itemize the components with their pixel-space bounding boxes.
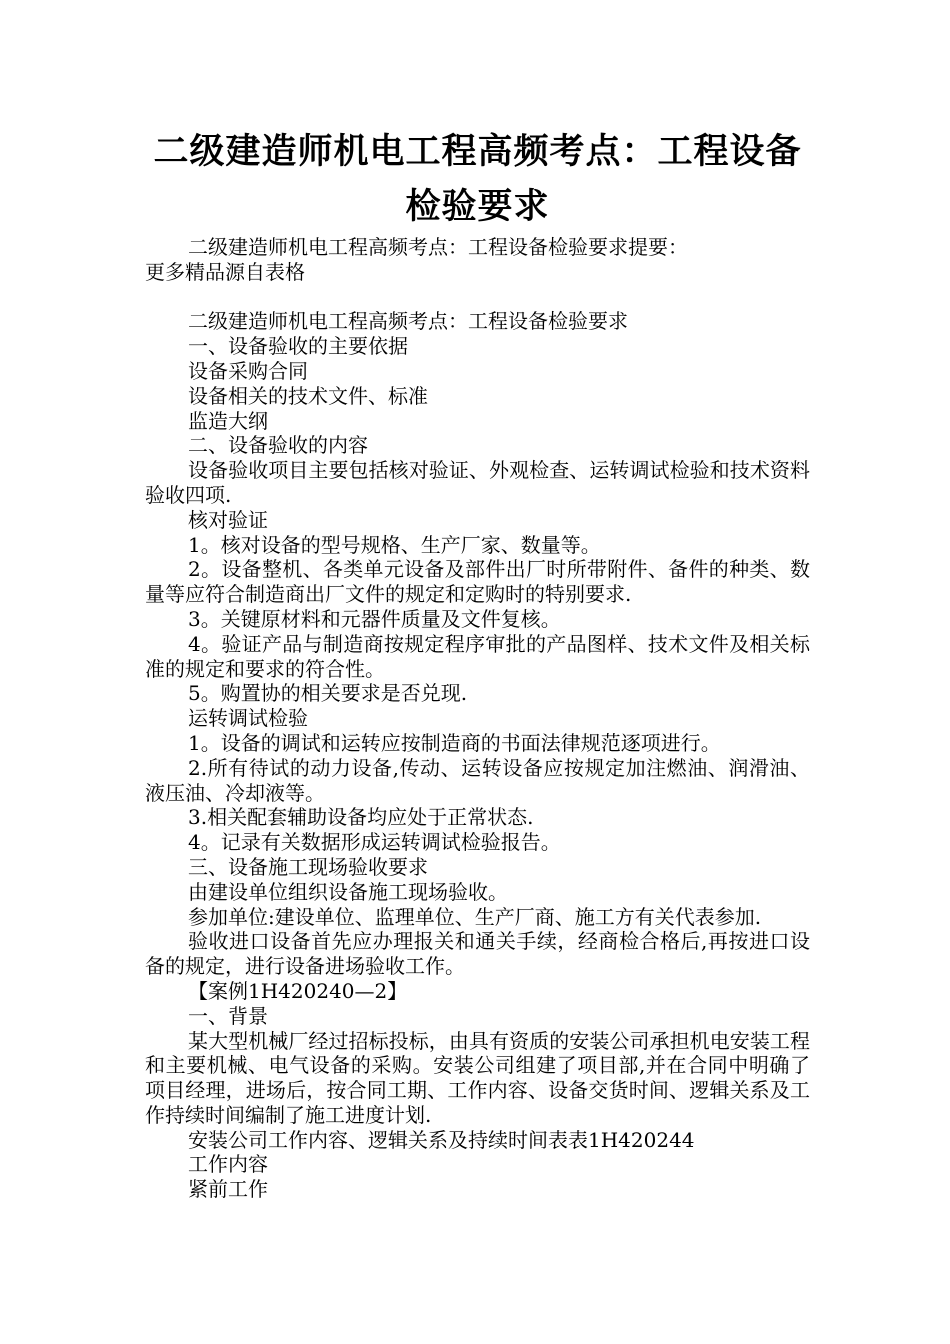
section-heading: 二、设备验收的内容 xyxy=(188,433,368,458)
document-page xyxy=(145,124,810,1202)
paragraph: 验收进口设备首先应办理报关和通关手续，经商检合格后,再按进口设备的规定，进行设备进场验收工作。 xyxy=(145,929,810,979)
list-item: 设备相关的技术文件、标准 xyxy=(188,383,428,408)
paragraph: 二级建造师机电工程高频考点：工程设备检验要求 xyxy=(188,309,628,334)
list-item: 4。验证产品与制造商按规定程序审批的产品图样、技术文件及相关标准的规定和要求的符合性。 xyxy=(145,631,810,681)
list-item: 4。记录有关数据形成运转调试检验报告。 xyxy=(188,830,561,855)
paragraph: 由建设单位组织设备施工现场验收。 xyxy=(188,879,508,904)
blank-line xyxy=(145,285,810,310)
list-item: 5。购置协的相关要求是否兑现. xyxy=(188,681,468,706)
paragraph: 参加单位:建设单位、监理单位、生产厂商、施工方有关代表参加. xyxy=(188,904,762,929)
list-item: 3。关键原材料和元器件质量及文件复核。 xyxy=(188,606,561,631)
table-caption: 安装公司工作内容、逻辑关系及持续时间表表1H420244 xyxy=(188,1127,695,1152)
paragraph: 设备验收项目主要包括核对验证、外观检查、运转调试检验和技术资料验收四项. xyxy=(145,458,810,507)
subsection-heading: 运转调试检验 xyxy=(188,706,308,731)
list-item: 1。设备的调试和运转应按制造商的书面法律规范逐项进行。 xyxy=(188,730,721,755)
list-item: 2.所有待试的动力设备,传动、运转设备应按规定加注燃油、润滑油、液压油、冷却液等。 xyxy=(145,755,810,805)
case-heading: 【案例1H420240—2】 xyxy=(188,978,408,1003)
list-item: 3.相关配套辅助设备均应处于正常状态. xyxy=(188,805,534,830)
document-body xyxy=(145,235,810,1202)
section-heading: 三、设备施工现场验收要求 xyxy=(188,854,428,879)
subsection-heading: 核对验证 xyxy=(188,507,268,532)
table-header-cell: 紧前工作 xyxy=(188,1177,268,1202)
list-item: 1。核对设备的型号规格、生产厂家、数量等。 xyxy=(188,532,601,557)
paragraph: 更多精品源自表格 xyxy=(145,259,305,284)
paragraph: 某大型机械厂经过招标投标，由具有资质的安装公司承担机电安装工程和主要机械、电气设备的采购。安装公司组建了项目部,并在合同中明确了项目经理，进场后，按合同工期、工作内容、设备交货时间、逻辑关系及工作持续时间编制了施工进度计划. xyxy=(145,1028,810,1127)
section-heading: 一、背景 xyxy=(188,1003,268,1028)
paragraph: 二级建造师机电工程高频考点：工程设备检验要求提要： xyxy=(188,235,688,259)
list-item: 2。设备整机、各类单元设备及部件出厂时所带附件、备件的种类、数量等应符合制造商出厂文件的规定和定购时的特别要求. xyxy=(145,557,810,607)
list-item: 监造大纲 xyxy=(188,408,268,433)
list-item: 设备采购合同 xyxy=(188,358,308,383)
section-heading: 一、设备验收的主要依据 xyxy=(188,334,408,359)
document-title: 二级建造师机电工程高频考点：工程设备检验要求 xyxy=(153,131,802,227)
table-header-cell: 工作内容 xyxy=(188,1152,268,1177)
